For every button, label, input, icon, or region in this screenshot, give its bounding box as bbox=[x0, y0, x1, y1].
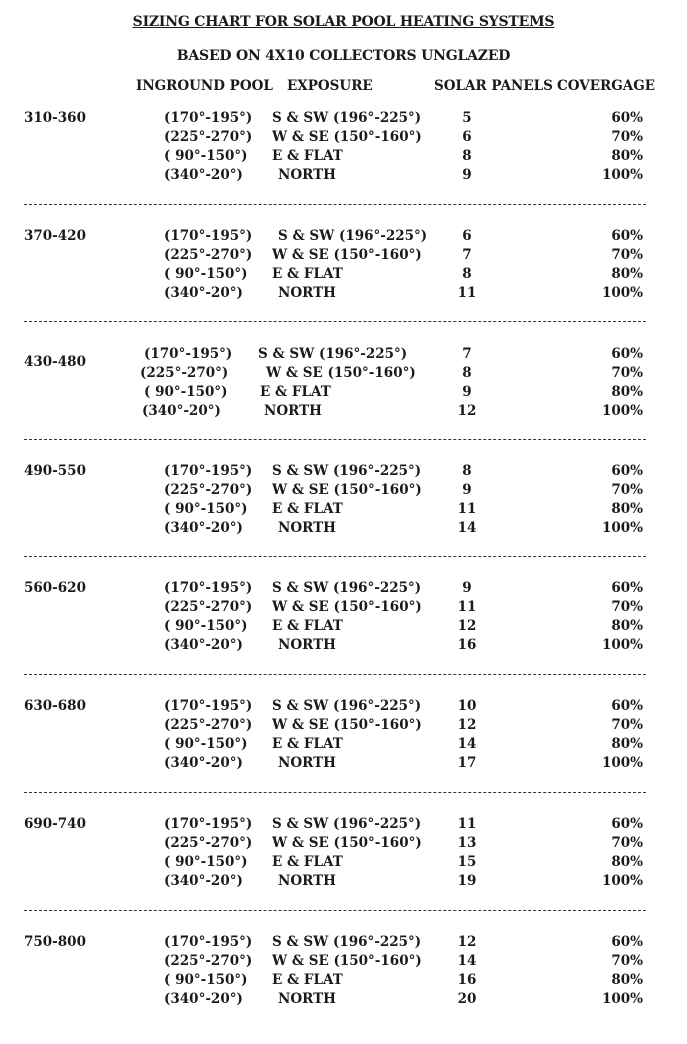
coverage: 100% bbox=[601, 991, 643, 1007]
coverage: 80% bbox=[611, 972, 643, 988]
degree-range: (170°-195°) bbox=[164, 110, 253, 126]
table-row bbox=[0, 717, 687, 736]
degree-range: (340°-20°) bbox=[164, 991, 243, 1007]
coverage: 80% bbox=[611, 501, 643, 517]
coverage: 70% bbox=[611, 129, 643, 145]
exposure: W & SE (150°-160°) bbox=[272, 717, 422, 733]
dashed-divider bbox=[24, 910, 646, 911]
degree-range: (340°-20°) bbox=[164, 873, 243, 889]
exposure: S & SW (196°-225°) bbox=[272, 934, 422, 950]
solar-panels: 8 bbox=[462, 463, 472, 479]
coverage: 100% bbox=[601, 403, 643, 419]
degree-range: (170°-195°) bbox=[164, 580, 253, 596]
degree-range: (340°-20°) bbox=[142, 403, 221, 419]
coverage: 80% bbox=[611, 266, 643, 282]
solar-panels: 8 bbox=[462, 148, 472, 164]
solar-panels: 9 bbox=[462, 167, 472, 183]
exposure: S & SW (196°-225°) bbox=[272, 463, 422, 479]
coverage: 60% bbox=[611, 934, 643, 950]
table-row bbox=[0, 698, 687, 717]
solar-panels: 7 bbox=[462, 247, 472, 263]
solar-panels: 8 bbox=[462, 365, 472, 381]
coverage: 70% bbox=[611, 953, 643, 969]
coverage: 100% bbox=[601, 285, 643, 301]
exposure: E & FLAT bbox=[272, 266, 343, 282]
solar-panels: 9 bbox=[462, 384, 472, 400]
table-row bbox=[0, 934, 687, 953]
exposure: S & SW (196°-225°) bbox=[272, 698, 422, 714]
solar-panels: 20 bbox=[457, 991, 477, 1007]
dashed-divider bbox=[24, 674, 646, 675]
solar-panels: 6 bbox=[462, 129, 472, 145]
solar-panels: 9 bbox=[462, 580, 472, 596]
exposure: E & FLAT bbox=[272, 618, 343, 634]
solar-panels: 14 bbox=[457, 953, 477, 969]
degree-range: (225°-270°) bbox=[140, 365, 229, 381]
exposure: W & SE (150°-160°) bbox=[272, 247, 422, 263]
degree-range: (225°-270°) bbox=[164, 482, 253, 498]
table-row bbox=[0, 873, 687, 892]
exposure: S & SW (196°-225°) bbox=[258, 346, 408, 362]
coverage: 80% bbox=[611, 618, 643, 634]
table-row bbox=[0, 501, 687, 520]
table-row bbox=[0, 403, 687, 422]
table-row bbox=[0, 384, 687, 403]
coverage: 80% bbox=[611, 736, 643, 752]
degree-range: ( 90°-150°) bbox=[164, 972, 248, 988]
coverage: 70% bbox=[611, 599, 643, 615]
exposure: NORTH bbox=[278, 520, 336, 536]
dashed-divider bbox=[24, 321, 646, 322]
table-row bbox=[0, 991, 687, 1010]
coverage: 60% bbox=[611, 228, 643, 244]
size-group bbox=[0, 934, 687, 1044]
table-row bbox=[0, 816, 687, 835]
degree-range: (225°-270°) bbox=[164, 247, 253, 263]
solar-panels: 15 bbox=[457, 854, 477, 870]
coverage: 60% bbox=[611, 580, 643, 596]
exposure: W & SE (150°-160°) bbox=[272, 599, 422, 615]
coverage: 70% bbox=[611, 365, 643, 381]
degree-range: (225°-270°) bbox=[164, 953, 253, 969]
degree-range: ( 90°-150°) bbox=[164, 148, 248, 164]
table-row bbox=[0, 365, 687, 384]
solar-panels: 7 bbox=[462, 346, 472, 362]
table-row bbox=[0, 520, 687, 539]
degree-range: (340°-20°) bbox=[164, 637, 243, 653]
degree-range: (170°-195°) bbox=[164, 816, 253, 832]
coverage: 80% bbox=[611, 148, 643, 164]
exposure: S & SW (196°-225°) bbox=[272, 580, 422, 596]
exposure: W & SE (150°-160°) bbox=[272, 953, 422, 969]
pool-size-range: 490-550 bbox=[24, 463, 86, 479]
table-row bbox=[0, 637, 687, 656]
header-exposure: EXPOSURE bbox=[287, 78, 373, 94]
solar-panels: 6 bbox=[462, 228, 472, 244]
coverage: 100% bbox=[601, 873, 643, 889]
coverage: 60% bbox=[611, 346, 643, 362]
table-row bbox=[0, 247, 687, 266]
table-row bbox=[0, 618, 687, 637]
degree-range: ( 90°-150°) bbox=[164, 736, 248, 752]
exposure: NORTH bbox=[264, 403, 322, 419]
dashed-divider bbox=[24, 439, 646, 440]
pool-size-range: 370-420 bbox=[24, 228, 86, 244]
solar-panels: 19 bbox=[457, 873, 477, 889]
degree-range: (225°-270°) bbox=[164, 129, 253, 145]
exposure: E & FLAT bbox=[272, 148, 343, 164]
coverage: 80% bbox=[611, 384, 643, 400]
solar-panels: 11 bbox=[457, 285, 477, 301]
table-row bbox=[0, 110, 687, 129]
degree-range: (225°-270°) bbox=[164, 717, 253, 733]
coverage: 100% bbox=[601, 637, 643, 653]
exposure: S & SW (196°-225°) bbox=[278, 228, 428, 244]
table-row bbox=[0, 285, 687, 304]
exposure: W & SE (150°-160°) bbox=[272, 482, 422, 498]
table-row bbox=[0, 228, 687, 247]
chart-subtitle: BASED ON 4X10 COLLECTORS UNGLAZED bbox=[176, 48, 511, 64]
coverage: 60% bbox=[611, 698, 643, 714]
exposure: W & SE (150°-160°) bbox=[272, 835, 422, 851]
solar-panels: 11 bbox=[457, 599, 477, 615]
solar-panels: 13 bbox=[457, 835, 477, 851]
degree-range: ( 90°-150°) bbox=[164, 854, 248, 870]
exposure: NORTH bbox=[278, 873, 336, 889]
exposure: S & SW (196°-225°) bbox=[272, 110, 422, 126]
coverage: 60% bbox=[611, 816, 643, 832]
degree-range: ( 90°-150°) bbox=[164, 266, 248, 282]
solar-panels: 11 bbox=[457, 816, 477, 832]
exposure: E & FLAT bbox=[260, 384, 331, 400]
pool-size-range: 310-360 bbox=[24, 110, 86, 126]
table-row bbox=[0, 148, 687, 167]
degree-range: (170°-195°) bbox=[164, 228, 253, 244]
chart-title: SIZING CHART FOR SOLAR POOL HEATING SYSTEMS bbox=[132, 14, 555, 30]
coverage: 60% bbox=[611, 463, 643, 479]
degree-range: (170°-195°) bbox=[164, 463, 253, 479]
table-row bbox=[0, 755, 687, 774]
coverage: 100% bbox=[601, 755, 643, 771]
solar-panels: 14 bbox=[457, 736, 477, 752]
header-inground-pool: INGROUND POOL bbox=[136, 78, 273, 94]
solar-panels: 8 bbox=[462, 266, 472, 282]
degree-range: (170°-195°) bbox=[144, 346, 233, 362]
solar-panels: 10 bbox=[457, 698, 477, 714]
exposure: NORTH bbox=[278, 755, 336, 771]
dashed-divider bbox=[24, 556, 646, 557]
dashed-divider bbox=[24, 792, 646, 793]
solar-panels: 14 bbox=[457, 520, 477, 536]
table-row bbox=[0, 580, 687, 599]
degree-range: (225°-270°) bbox=[164, 835, 253, 851]
degree-range: (340°-20°) bbox=[164, 520, 243, 536]
exposure: E & FLAT bbox=[272, 854, 343, 870]
table-row bbox=[0, 972, 687, 991]
exposure: W & SE (150°-160°) bbox=[272, 129, 422, 145]
degree-range: (225°-270°) bbox=[164, 599, 253, 615]
solar-panels: 5 bbox=[462, 110, 472, 126]
table-row bbox=[0, 835, 687, 854]
table-row bbox=[0, 167, 687, 186]
solar-panels: 11 bbox=[457, 501, 477, 517]
coverage: 70% bbox=[611, 247, 643, 263]
exposure: E & FLAT bbox=[272, 972, 343, 988]
degree-range: ( 90°-150°) bbox=[144, 384, 228, 400]
pool-size-range: 560-620 bbox=[24, 580, 86, 596]
table-row bbox=[0, 482, 687, 501]
header-solar-panels: SOLAR PANELS bbox=[434, 78, 553, 94]
exposure: NORTH bbox=[278, 637, 336, 653]
pool-size-range: 690-740 bbox=[24, 816, 86, 832]
solar-panels: 16 bbox=[457, 637, 477, 653]
degree-range: ( 90°-150°) bbox=[164, 501, 248, 517]
degree-range: (340°-20°) bbox=[164, 167, 243, 183]
coverage: 70% bbox=[611, 482, 643, 498]
exposure: E & FLAT bbox=[272, 736, 343, 752]
coverage: 70% bbox=[611, 835, 643, 851]
coverage: 100% bbox=[601, 520, 643, 536]
table-row bbox=[0, 736, 687, 755]
exposure: S & SW (196°-225°) bbox=[272, 816, 422, 832]
solar-panels: 12 bbox=[457, 934, 477, 950]
table-row bbox=[0, 266, 687, 285]
coverage: 60% bbox=[611, 110, 643, 126]
degree-range: ( 90°-150°) bbox=[164, 618, 248, 634]
table-row bbox=[0, 463, 687, 482]
degree-range: (340°-20°) bbox=[164, 755, 243, 771]
table-row bbox=[0, 346, 687, 365]
table-row bbox=[0, 854, 687, 873]
exposure: W & SE (150°-160°) bbox=[266, 365, 416, 381]
degree-range: (340°-20°) bbox=[164, 285, 243, 301]
solar-panels: 16 bbox=[457, 972, 477, 988]
table-row bbox=[0, 953, 687, 972]
pool-size-range: 630-680 bbox=[24, 698, 86, 714]
coverage: 70% bbox=[611, 717, 643, 733]
exposure: NORTH bbox=[278, 167, 336, 183]
coverage: 100% bbox=[601, 167, 643, 183]
solar-panels: 12 bbox=[457, 717, 477, 733]
exposure: E & FLAT bbox=[272, 501, 343, 517]
degree-range: (170°-195°) bbox=[164, 698, 253, 714]
pool-size-range: 430-480 bbox=[24, 354, 86, 370]
header-coverage: COVERGAGE bbox=[557, 78, 656, 94]
pool-size-range: 750-800 bbox=[24, 934, 86, 950]
degree-range: (170°-195°) bbox=[164, 934, 253, 950]
solar-panels: 17 bbox=[457, 755, 477, 771]
solar-panels: 12 bbox=[457, 403, 477, 419]
table-row bbox=[0, 129, 687, 148]
exposure: NORTH bbox=[278, 991, 336, 1007]
table-row bbox=[0, 599, 687, 618]
exposure: NORTH bbox=[278, 285, 336, 301]
dashed-divider bbox=[24, 204, 646, 205]
solar-panels: 12 bbox=[457, 618, 477, 634]
coverage: 80% bbox=[611, 854, 643, 870]
solar-panels: 9 bbox=[462, 482, 472, 498]
